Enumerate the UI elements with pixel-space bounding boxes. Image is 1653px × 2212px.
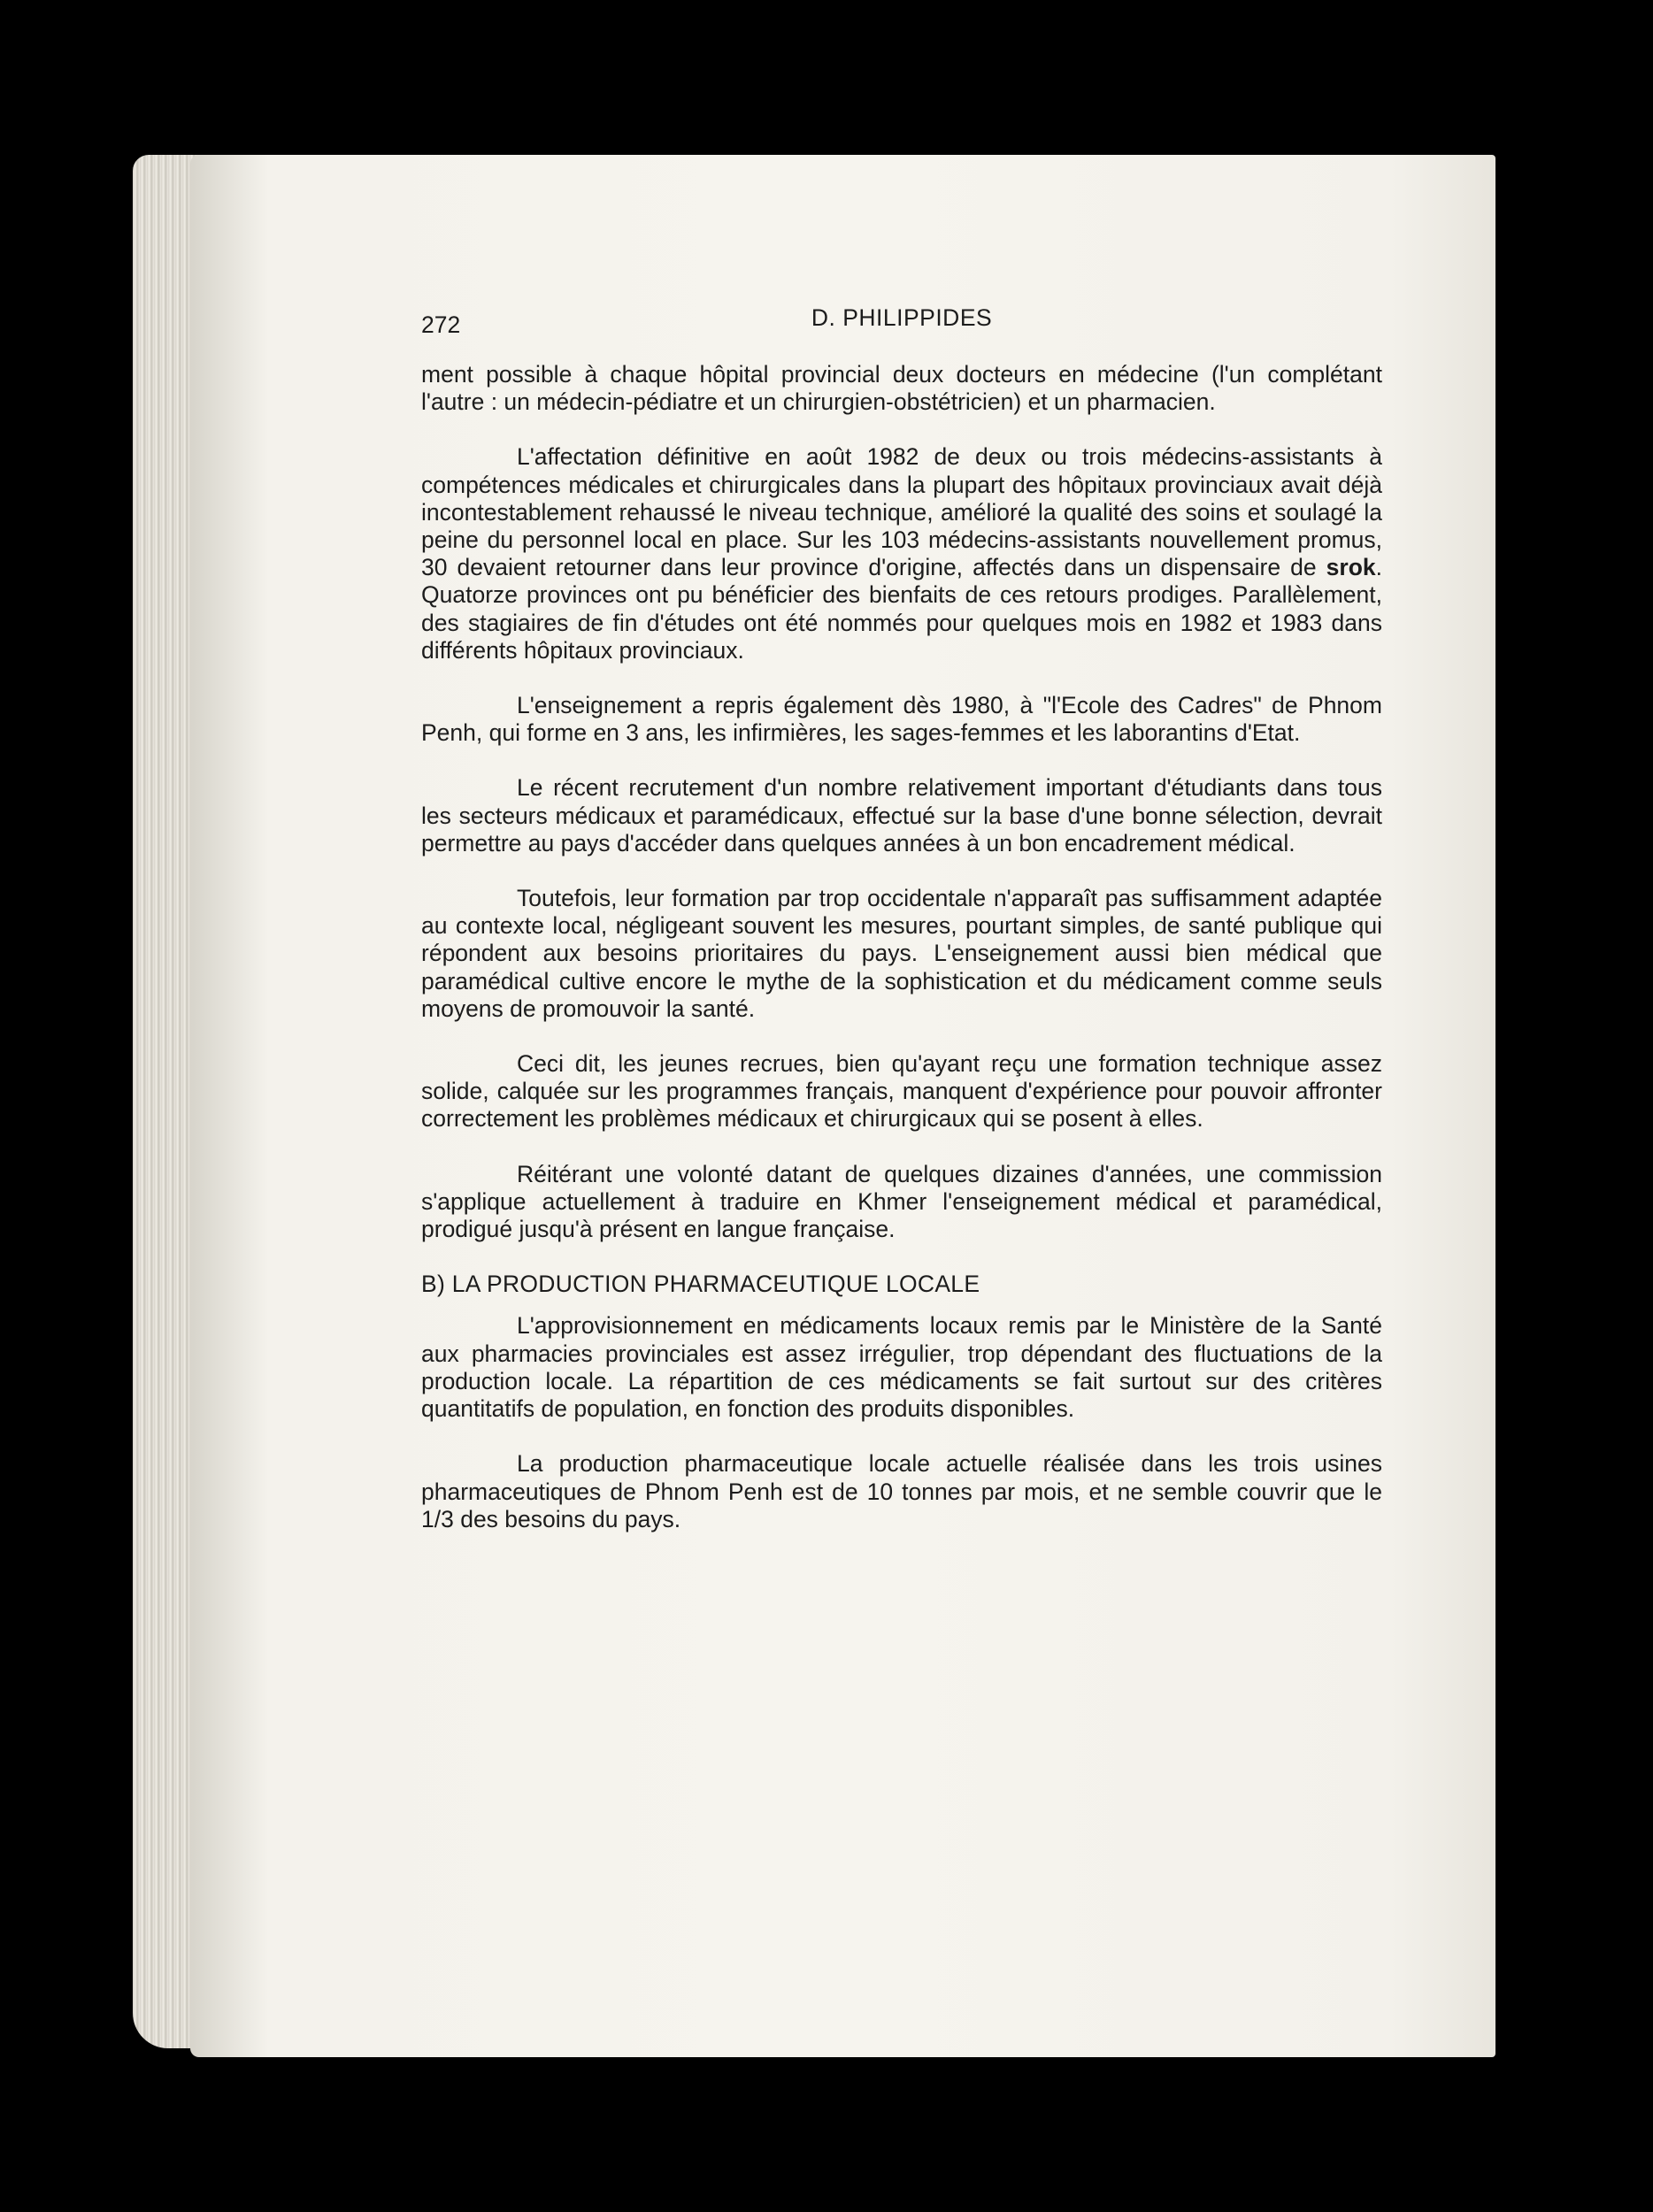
paragraph-4: Le récent recrutement d'un nombre relativement important d'étudiants dans tous les secteurs médicaux et paramédicaux, effectué sur la base d'une bonne sélection, devrait permettre au pays d'accéder dans quelques années à un bon encadrement médical. xyxy=(421,774,1382,856)
page-number: 272 xyxy=(421,311,461,338)
paragraph-7: Réitérant une volonté datant de quelques dizaines d'années, une commission s'applique actuellement à traduire en Khmer l'enseignement médical et paramédical, prodigué jusqu'à présent en langue française. xyxy=(421,1160,1382,1243)
text-block xyxy=(421,304,1382,1561)
paragraph-2 xyxy=(421,443,1382,664)
paragraph-3: L'enseignement a repris également dès 1980, à "l'Ecole des Cadres" de Phnom Penh, qui forme en 3 ans, les infirmières, les sages-femmes et les laborantins d'Etat. xyxy=(421,692,1382,747)
paragraph-2-text-before: L'affectation définitive en août 1982 de deux ou trois médecins-assistants à compétences médicales et chirurgicales dans la plupart des hôpitaux provinciaux avait déjà incontestablement rehaussé le niveau technique, amélioré la qualité des soins et soulagé la peine du personnel local en place. Sur les 103 médecins-assistants nouvellement promus, 30 devaient retourner dans leur province d'origine, affectés dans un dispensaire de xyxy=(421,443,1382,581)
page-header xyxy=(421,304,1382,340)
paragraph-6: Ceci dit, les jeunes recrues, bien qu'ayant reçu une formation technique assez solide, calquée sur les programmes français, manquent d'expérience pour pouvoir affronter correctement les problèmes médicaux et chirurgicaux qui se posent à elles. xyxy=(421,1050,1382,1133)
paragraph-1: ment possible à chaque hôpital provincial deux docteurs en médecine (l'un complétant l'autre : un médecin-pédiatre et un chirurgien-obstétricien) et un pharmacien. xyxy=(421,361,1382,416)
section-paragraph-1: L'approvisionnement en médicaments locaux remis par le Ministère de la Santé aux pharmacies provinciales est assez irrégulier, trop dépendant des fluctuations de la production locale. La répartition de ces médicaments se fait surtout sur des critères quantitatifs de population, en fonction des produits disponibles. xyxy=(421,1312,1382,1423)
section-paragraph-2: La production pharmaceutique locale actuelle réalisée dans les trois usines pharmaceutiques de Phnom Penh est de 10 tonnes par mois, et ne semble couvrir que le 1/3 des besoins du pays. xyxy=(421,1450,1382,1532)
section-heading: B) LA PRODUCTION PHARMACEUTIQUE LOCALE xyxy=(421,1271,980,1298)
paragraph-5: Toutefois, leur formation par trop occidentale n'apparaît pas suffisamment adaptée au contexte local, négligeant souvent les mesures, pourtant simples, de santé publique qui répondent aux besoins prioritaires du pays. L'enseignement aussi bien médical que paramédical cultive encore le mythe de la sophistication et du médicament comme seuls moyens de promouvoir la santé. xyxy=(421,885,1382,1022)
term-srok: srok xyxy=(1326,554,1376,581)
paragraph-2-text-after: . Quatorze provinces ont pu bénéficier des bienfaits de ces retours prodiges. Parallèlement, des stagiaires de fin d'études ont été nommés pour quelques mois en 1982 et 1983 dans différents hôpitaux provinciaux. xyxy=(421,554,1382,664)
running-head: D. PHILIPPIDES xyxy=(811,304,993,331)
